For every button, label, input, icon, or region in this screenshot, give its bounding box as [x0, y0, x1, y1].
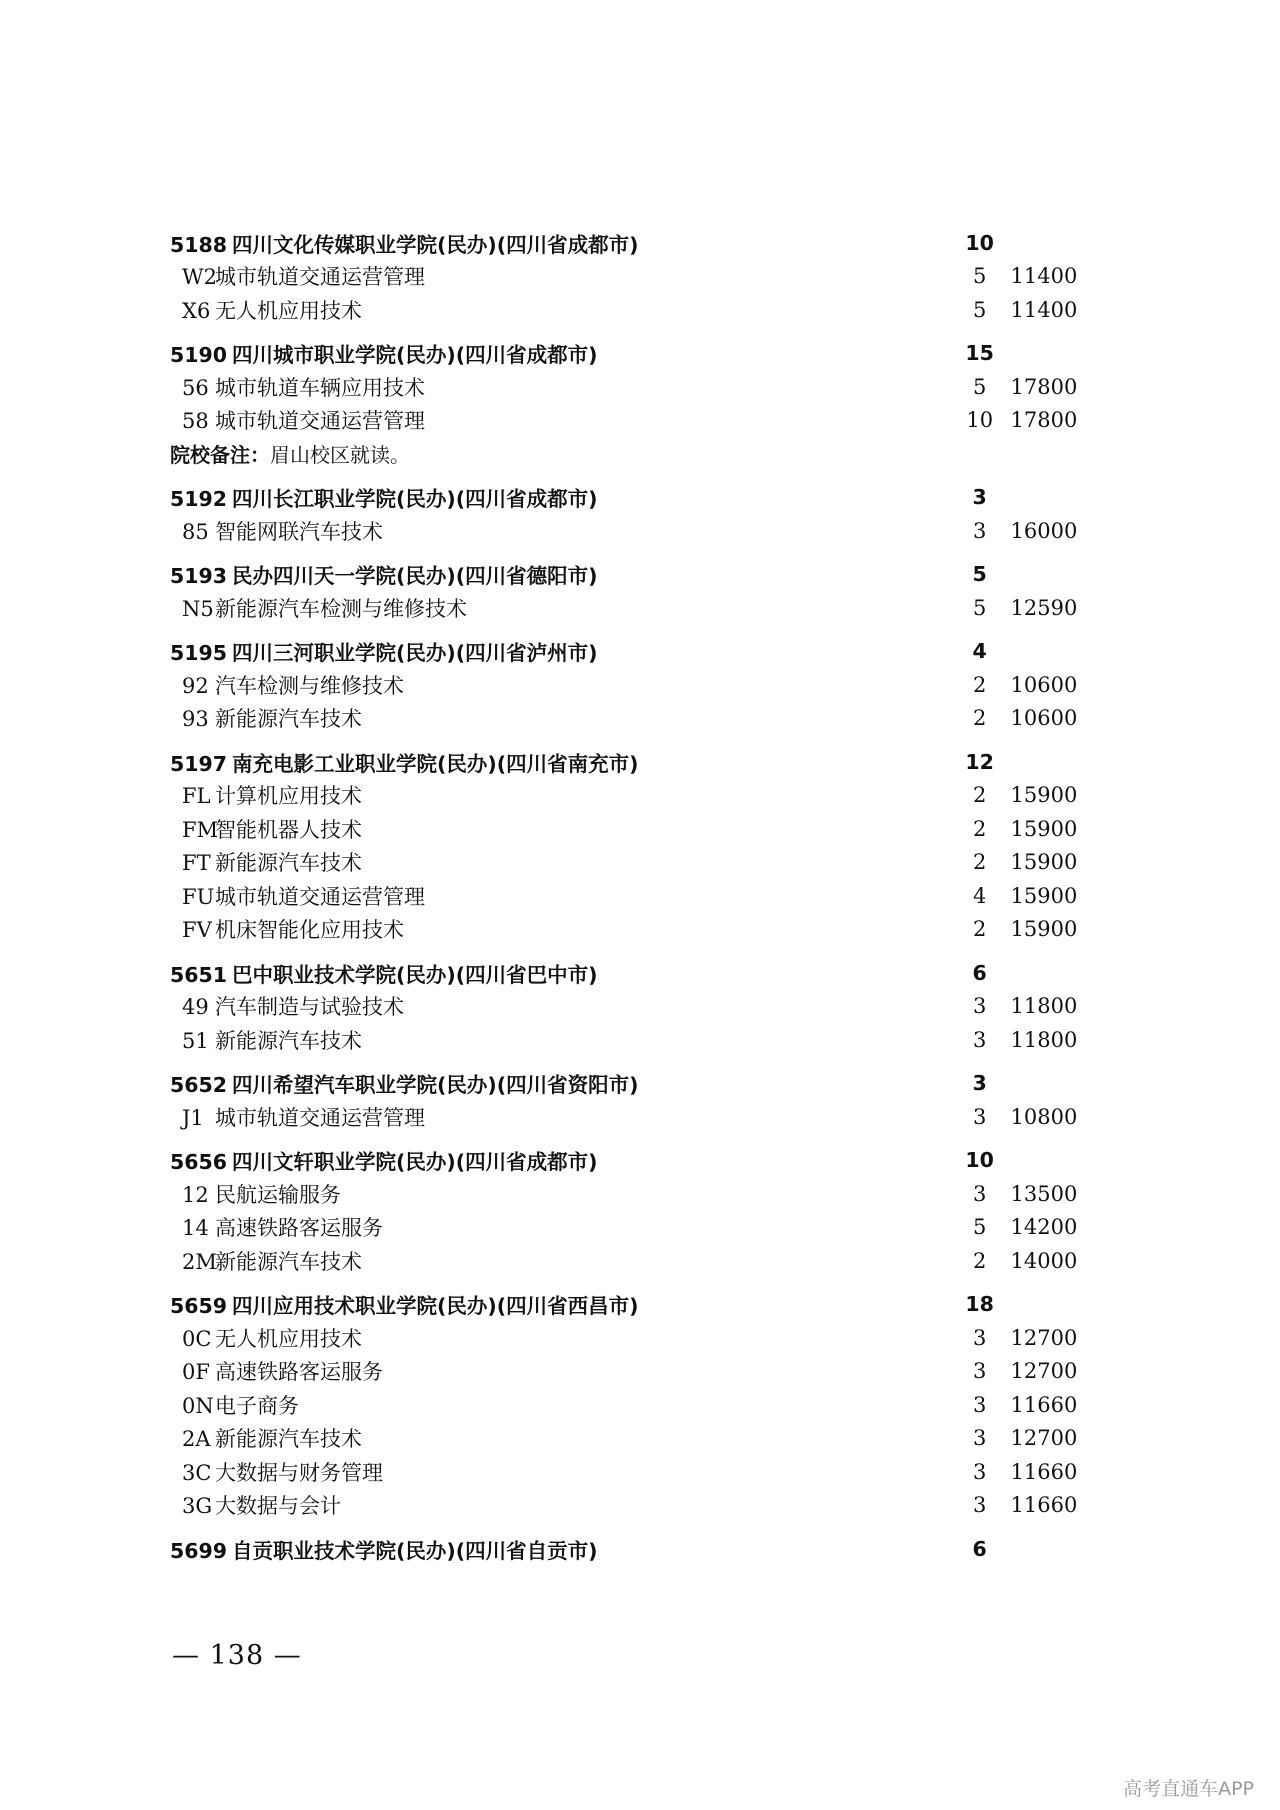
major-code: 56: [182, 375, 209, 400]
major-row: [170, 1489, 1090, 1523]
major-tuition-fee: 11800: [1010, 994, 1078, 1019]
major-title: [170, 295, 955, 325]
major-code: 49: [182, 995, 209, 1020]
major-code: 3C: [182, 1460, 212, 1485]
school-header: [170, 1067, 1090, 1101]
school-header: [170, 1288, 1090, 1322]
enrollment-plan-list: [170, 226, 1090, 1576]
major-plan-count: 3: [973, 1181, 987, 1206]
major-plan-count: 3: [973, 1392, 987, 1417]
major-title: [170, 1390, 955, 1420]
school-title: [170, 338, 955, 368]
school-note-text: 眉山校区就读。: [270, 443, 410, 468]
major-title: [170, 1246, 955, 1276]
school-header: [170, 481, 1090, 515]
major-title: [170, 593, 955, 623]
school-block: [170, 745, 1090, 946]
major-tuition-fee: 11660: [1010, 1392, 1078, 1417]
major-tuition-fee: 11660: [1010, 1493, 1078, 1518]
major-name: 汽车制造与试验技术: [215, 995, 404, 1020]
major-plan-count: 3: [973, 1493, 987, 1518]
major-title: [170, 703, 955, 733]
major-code: 2M: [182, 1249, 217, 1274]
major-row: [170, 1244, 1090, 1278]
school-plan-count: 6: [972, 1536, 987, 1561]
school-note-label: 院校备注：: [170, 443, 270, 468]
major-plan-count: 2: [973, 672, 987, 697]
school-code: 5197: [170, 751, 228, 776]
school-title: [170, 747, 955, 777]
major-plan-count: 4: [973, 883, 987, 908]
major-name: 新能源汽车技术: [215, 851, 362, 876]
major-name: 高速铁路客运服务: [215, 1360, 383, 1385]
school-name: 四川文轩职业学院(民办)(四川省成都市): [232, 1150, 598, 1175]
major-row: [170, 1355, 1090, 1389]
major-tuition-fee: 14000: [1010, 1248, 1078, 1273]
major-row: [170, 591, 1090, 625]
school-header: [170, 1532, 1090, 1566]
school-plan-count: 6: [972, 960, 987, 985]
major-plan-count: 5: [973, 264, 987, 289]
major-tuition-fee: 14200: [1010, 1215, 1078, 1240]
school-plan-count: 12: [965, 749, 994, 774]
major-plan-count: 3: [973, 1027, 987, 1052]
major-tuition-fee: 10800: [1010, 1104, 1078, 1129]
major-tuition-fee: 10600: [1010, 672, 1078, 697]
major-name: 新能源汽车技术: [215, 1249, 362, 1274]
major-plan-count: 2: [973, 850, 987, 875]
major-plan-count: 3: [973, 1426, 987, 1451]
major-code: X6: [182, 298, 211, 323]
major-name: 城市轨道交通运营管理: [215, 265, 425, 290]
school-block: [170, 481, 1090, 548]
school-name: 巴中职业技术学院(民办)(四川省巴中市): [232, 962, 598, 987]
major-plan-count: 3: [973, 994, 987, 1019]
school-title: [170, 1289, 955, 1319]
major-tuition-fee: 11800: [1010, 1027, 1078, 1052]
major-title: [170, 1457, 955, 1487]
major-code: FT: [182, 851, 211, 876]
major-tuition-fee: 17800: [1010, 374, 1078, 399]
major-name: 高速铁路客运服务: [215, 1216, 383, 1241]
major-name: 无人机应用技术: [215, 298, 362, 323]
school-name: 四川长江职业学院(民办)(四川省成都市): [232, 487, 598, 512]
major-code: 51: [182, 1028, 209, 1053]
school-title: [170, 228, 955, 258]
major-code: 93: [182, 707, 209, 732]
major-plan-count: 5: [973, 374, 987, 399]
school-code: 5651: [170, 962, 228, 987]
major-code: 85: [182, 519, 209, 544]
major-tuition-fee: 15900: [1010, 850, 1078, 875]
school-plan-count: 18: [965, 1292, 994, 1317]
major-plan-count: 2: [973, 783, 987, 808]
school-header: [170, 558, 1090, 592]
school-header: [170, 635, 1090, 669]
school-title: [170, 958, 955, 988]
school-header: [170, 337, 1090, 371]
major-code: 0F: [182, 1360, 210, 1385]
school-block: [170, 1532, 1090, 1566]
major-tuition-fee: 13500: [1010, 1181, 1078, 1206]
major-plan-count: 2: [973, 917, 987, 942]
major-title: [170, 1212, 955, 1242]
major-code: FL: [182, 784, 211, 809]
school-code: 5190: [170, 343, 228, 368]
school-name: 民办四川天一学院(民办)(四川省德阳市): [232, 564, 598, 589]
school-plan-count: 4: [972, 639, 987, 664]
major-name: 计算机应用技术: [215, 784, 362, 809]
major-code: J1: [182, 1105, 204, 1130]
school-title: [170, 1534, 955, 1564]
major-title: [170, 881, 955, 911]
major-title: [170, 914, 955, 944]
major-title: [170, 405, 955, 435]
school-code: 5188: [170, 232, 228, 257]
major-title: [170, 261, 955, 291]
major-plan-count: 3: [973, 1459, 987, 1484]
school-name: 四川希望汽车职业学院(民办)(四川省资阳市): [232, 1073, 639, 1098]
major-code: 92: [182, 673, 209, 698]
major-tuition-fee: 16000: [1010, 518, 1078, 543]
school-note: [170, 437, 1090, 471]
major-title: [170, 1490, 955, 1520]
major-code: FV: [182, 918, 212, 943]
major-tuition-fee: 11660: [1010, 1459, 1078, 1484]
major-row: [170, 1321, 1090, 1355]
major-tuition-fee: 15900: [1010, 816, 1078, 841]
major-title: [170, 991, 955, 1021]
major-name: 新能源汽车技术: [215, 1427, 362, 1452]
major-row: [170, 260, 1090, 294]
major-tuition-fee: 12700: [1010, 1325, 1078, 1350]
school-plan-count: 15: [965, 341, 994, 366]
school-code: 5659: [170, 1294, 228, 1319]
major-tuition-fee: 15900: [1010, 917, 1078, 942]
major-plan-count: 5: [973, 1215, 987, 1240]
major-name: 民航运输服务: [215, 1182, 341, 1207]
major-name: 新能源汽车检测与维修技术: [215, 596, 467, 621]
major-title: [170, 1179, 955, 1209]
major-row: [170, 846, 1090, 880]
major-title: [170, 847, 955, 877]
school-name: 四川三河职业学院(民办)(四川省泸州市): [232, 641, 598, 666]
major-row: [170, 702, 1090, 736]
school-title: [170, 1068, 955, 1098]
major-name: 无人机应用技术: [215, 1326, 362, 1351]
major-plan-count: 3: [973, 1104, 987, 1129]
major-name: 城市轨道交通运营管理: [215, 1105, 425, 1130]
major-name: 电子商务: [215, 1393, 299, 1418]
major-code: W2: [182, 265, 217, 290]
major-title: [170, 1423, 955, 1453]
major-title: [170, 1102, 955, 1132]
major-row: [170, 913, 1090, 947]
major-plan-count: 10: [966, 408, 994, 433]
major-code: 14: [182, 1216, 209, 1241]
major-tuition-fee: 12590: [1010, 595, 1078, 620]
major-plan-count: 2: [973, 816, 987, 841]
major-plan-count: 3: [973, 518, 987, 543]
school-code: 5195: [170, 641, 228, 666]
school-plan-count: 3: [972, 485, 987, 510]
major-tuition-fee: 15900: [1010, 883, 1078, 908]
major-name: 城市轨道交通运营管理: [215, 409, 425, 434]
major-name: 大数据与财务管理: [215, 1460, 383, 1485]
major-row: [170, 1177, 1090, 1211]
school-name: 南充电影工业职业学院(民办)(四川省南充市): [232, 751, 639, 776]
major-row: [170, 1211, 1090, 1245]
major-row: [170, 1455, 1090, 1489]
major-row: [170, 514, 1090, 548]
major-plan-count: 3: [973, 1325, 987, 1350]
major-tuition-fee: 15900: [1010, 783, 1078, 808]
school-block: [170, 1288, 1090, 1523]
major-tuition-fee: 17800: [1010, 408, 1078, 433]
page-number: — 138 —: [172, 1640, 302, 1671]
major-name: 新能源汽车技术: [215, 1028, 362, 1053]
major-code: N5: [182, 596, 214, 621]
school-header: [170, 745, 1090, 779]
school-title: [170, 559, 955, 589]
school-block: [170, 1144, 1090, 1278]
major-plan-count: 3: [973, 1359, 987, 1384]
major-tuition-fee: 11400: [1010, 297, 1078, 322]
school-plan-count: 10: [965, 230, 994, 255]
major-code: 3G: [182, 1494, 213, 1519]
major-tuition-fee: 12700: [1010, 1359, 1078, 1384]
major-row: [170, 1100, 1090, 1134]
major-title: [170, 814, 955, 844]
school-header: [170, 1144, 1090, 1178]
school-title: [170, 482, 955, 512]
school-block: [170, 635, 1090, 736]
major-name: 智能机器人技术: [215, 817, 362, 842]
major-tuition-fee: 10600: [1010, 706, 1078, 731]
major-title: [170, 1025, 955, 1055]
major-code: 58: [182, 409, 209, 434]
school-code: 5193: [170, 564, 228, 589]
major-row: [170, 812, 1090, 846]
major-title: [170, 1323, 955, 1353]
major-name: 城市轨道车辆应用技术: [215, 375, 425, 400]
school-name: 四川城市职业学院(民办)(四川省成都市): [232, 343, 598, 368]
major-title: [170, 1356, 955, 1386]
school-name: 四川应用技术职业学院(民办)(四川省西昌市): [232, 1294, 639, 1319]
major-code: 2A: [182, 1427, 211, 1452]
school-code: 5699: [170, 1538, 228, 1563]
major-row: [170, 1422, 1090, 1456]
major-plan-count: 2: [973, 1248, 987, 1273]
major-code: 0N: [182, 1393, 214, 1418]
school-title: [170, 1145, 955, 1175]
school-code: 5656: [170, 1150, 228, 1175]
school-code: 5652: [170, 1073, 228, 1098]
school-header: [170, 956, 1090, 990]
major-row: [170, 404, 1090, 438]
school-plan-count: 3: [972, 1071, 987, 1096]
school-block: [170, 956, 1090, 1057]
major-plan-count: 5: [973, 297, 987, 322]
school-block: [170, 1067, 1090, 1134]
major-plan-count: 2: [973, 706, 987, 731]
school-plan-count: 5: [972, 562, 987, 587]
major-code: 0C: [182, 1326, 212, 1351]
major-tuition-fee: 12700: [1010, 1426, 1078, 1451]
major-name: 汽车检测与维修技术: [215, 673, 404, 698]
major-code: FU: [182, 884, 215, 909]
school-block: [170, 226, 1090, 327]
major-title: [170, 780, 955, 810]
major-name: 新能源汽车技术: [215, 707, 362, 732]
major-row: [170, 879, 1090, 913]
watermark-text: 高考直通车APP: [1123, 1778, 1254, 1800]
major-name: 机床智能化应用技术: [215, 918, 404, 943]
major-row: [170, 293, 1090, 327]
major-row: [170, 779, 1090, 813]
major-code: 12: [182, 1182, 209, 1207]
major-title: [170, 670, 955, 700]
major-plan-count: 5: [973, 595, 987, 620]
school-name: 四川文化传媒职业学院(民办)(四川省成都市): [232, 232, 639, 257]
school-code: 5192: [170, 487, 228, 512]
major-row: [170, 668, 1090, 702]
major-tuition-fee: 11400: [1010, 264, 1078, 289]
major-code: FM: [182, 817, 219, 842]
school-title: [170, 636, 955, 666]
major-title: [170, 516, 955, 546]
major-name: 智能网联汽车技术: [215, 519, 383, 544]
major-title: [170, 372, 955, 402]
school-block: [170, 337, 1090, 471]
major-name: 大数据与会计: [215, 1494, 341, 1519]
school-plan-count: 10: [965, 1148, 994, 1173]
major-row: [170, 1388, 1090, 1422]
major-name: 城市轨道交通运营管理: [215, 884, 425, 909]
major-row: [170, 990, 1090, 1024]
major-row: [170, 370, 1090, 404]
school-name: 自贡职业技术学院(民办)(四川省自贡市): [232, 1538, 598, 1563]
school-block: [170, 558, 1090, 625]
major-row: [170, 1023, 1090, 1057]
school-header: [170, 226, 1090, 260]
